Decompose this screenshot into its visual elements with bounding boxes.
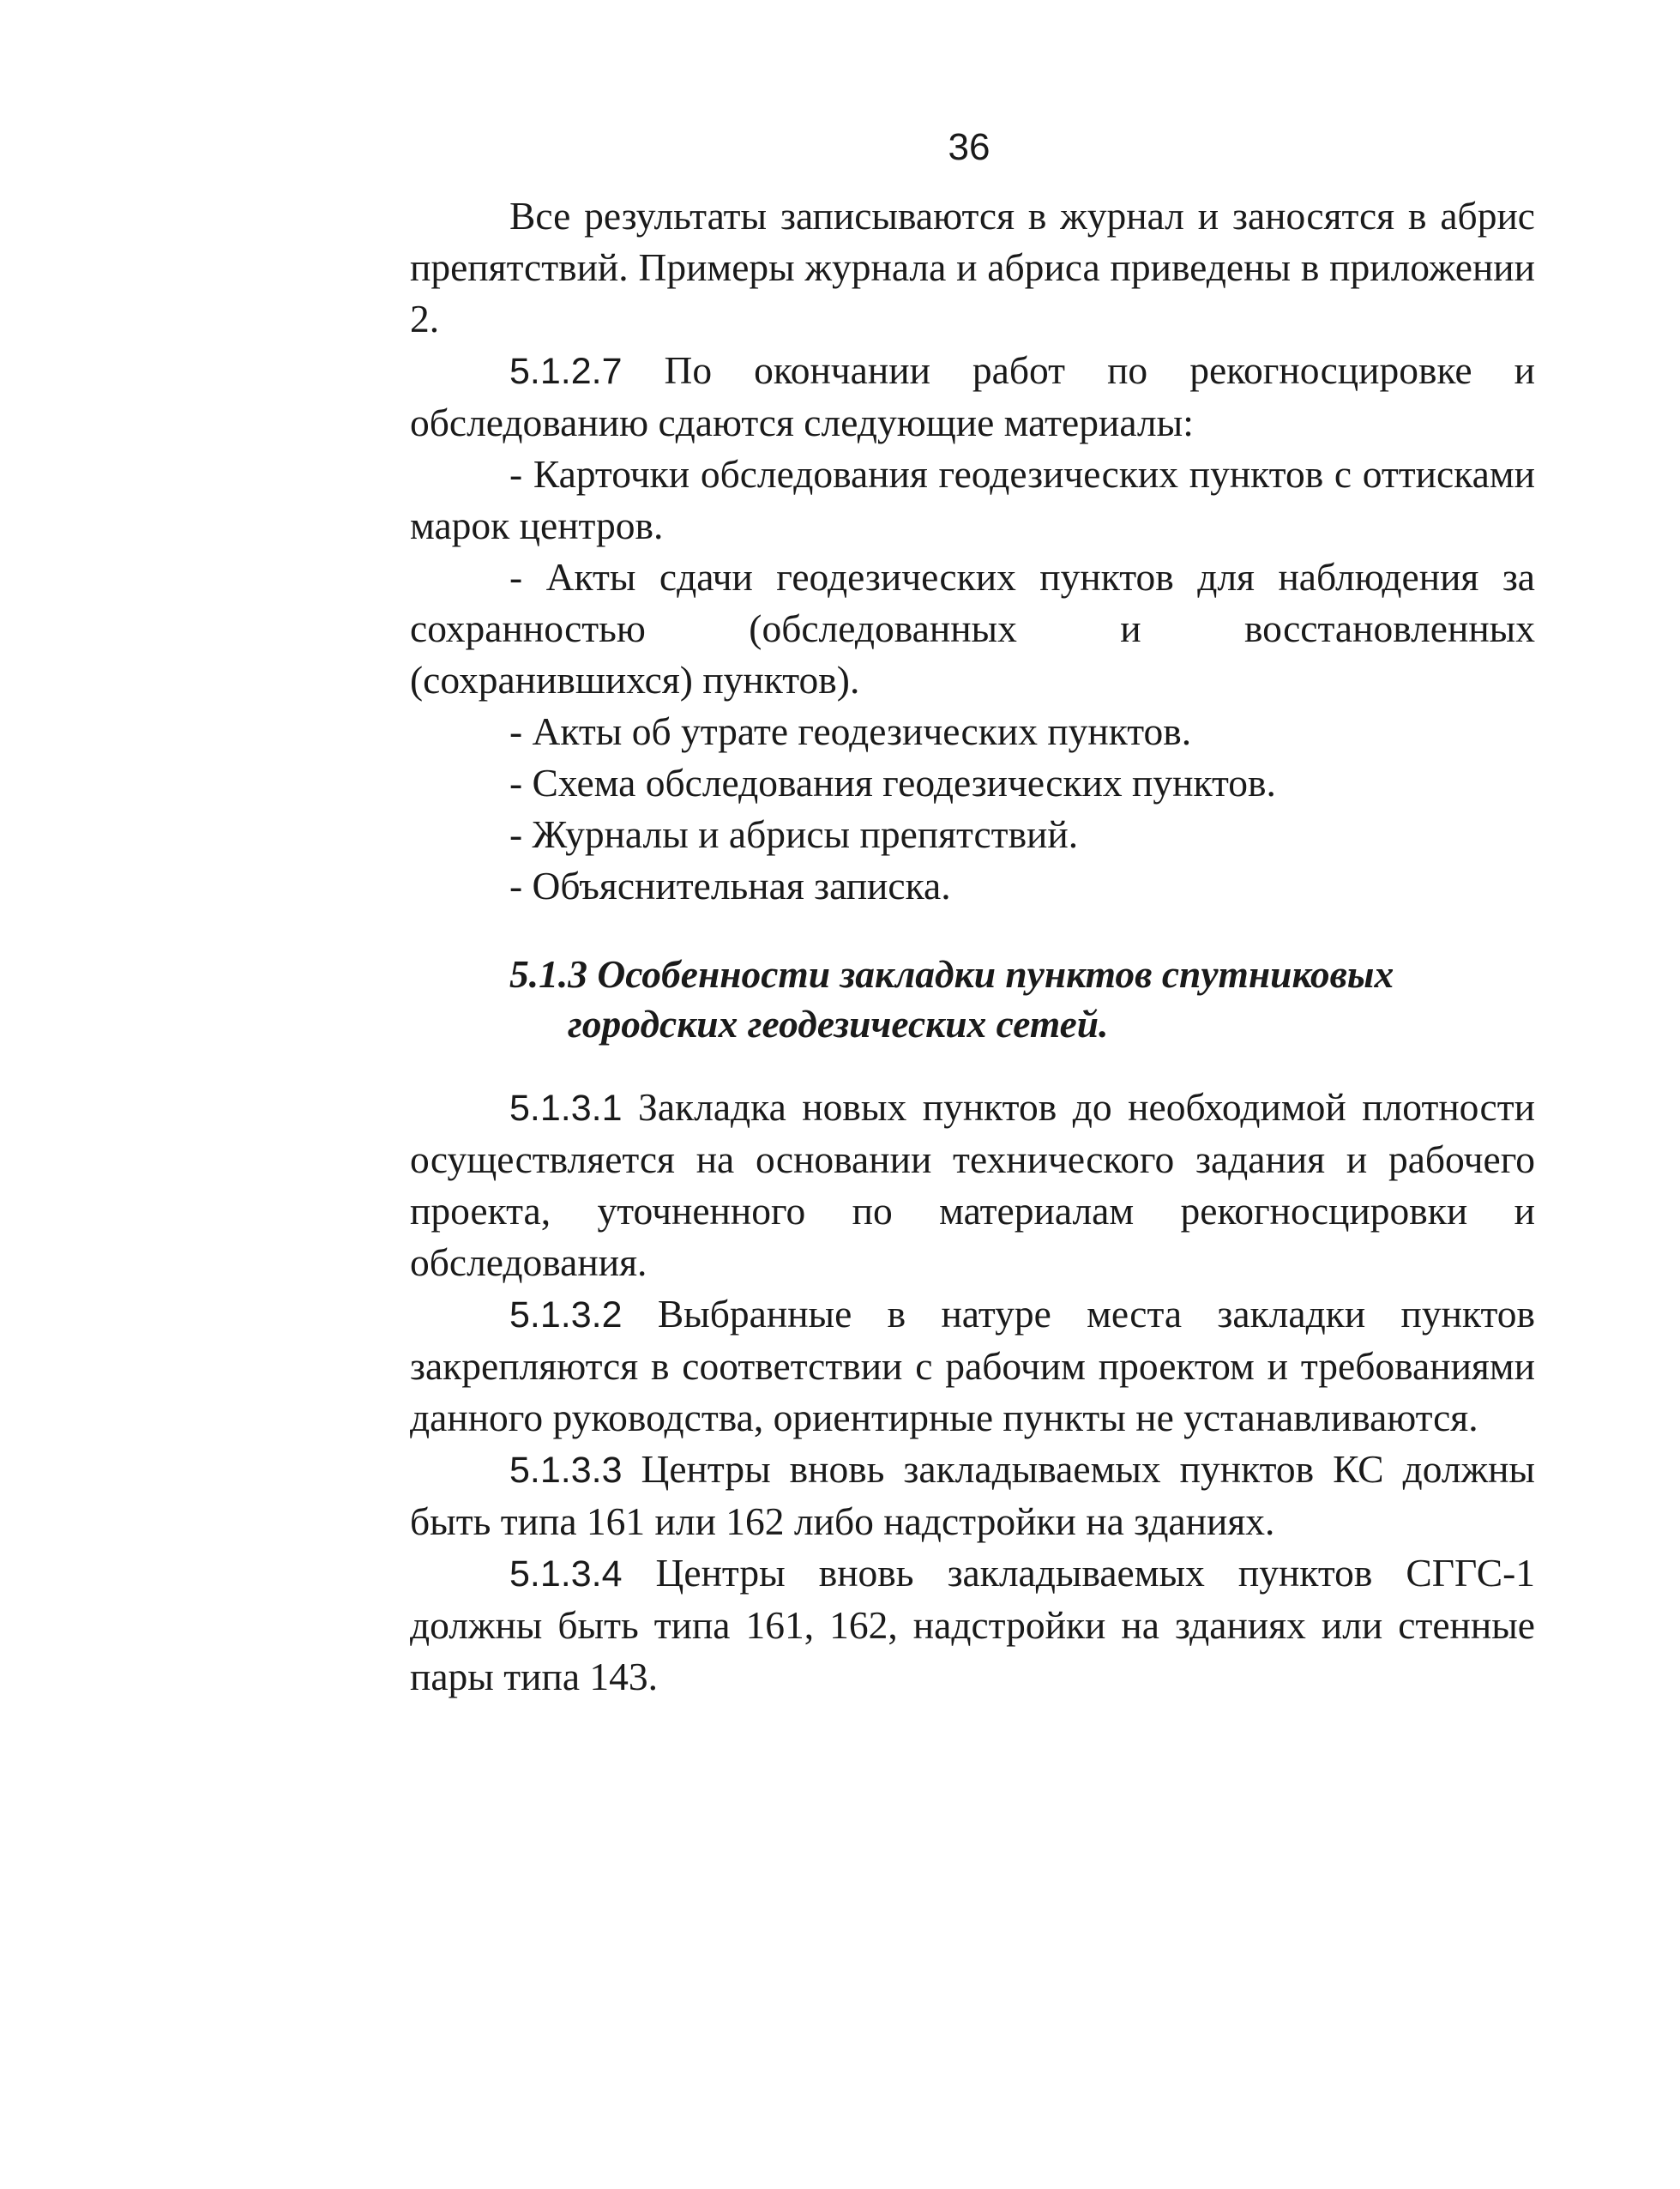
- list-item: - Схема обследования геодезических пунктов.: [509, 761, 1276, 805]
- list-item: - Акты сдачи геодезических пунктов для наблюдения за сохранностью (обследованных и восстановленных (сохранившихся) пунктов).: [410, 555, 1535, 702]
- section-heading: [509, 950, 1535, 1049]
- section-heading-line-2: городских геодезических сетей.: [568, 1002, 1109, 1046]
- list-item: - Карточки обследования геодезических пунктов с оттисками марок центров.: [410, 452, 1535, 547]
- clause-number: 5.1.2.7: [509, 351, 623, 392]
- intro-paragraph: Все результаты записываются в журнал и заносятся в абрис препятствий. Примеры журнала и абриса приведены в приложении 2.: [410, 194, 1535, 341]
- clause-number: 5.1.3.1: [509, 1088, 623, 1129]
- clause-number: 5.1.3.3: [509, 1450, 623, 1491]
- clause-5-1-3-4: [410, 1547, 1535, 1703]
- clause-text: Закладка новых пунктов до необходимой плотности осуществляется на основании технического задания и рабочего проекта, уточненного по материалам рекогносцировки и обследования.: [410, 1085, 1535, 1284]
- clause-number: 5.1.3.4: [509, 1553, 623, 1595]
- clause-5-1-3-3: [410, 1444, 1535, 1547]
- list-item: - Акты об утрате геодезических пунктов.: [509, 709, 1192, 753]
- clause-text: Центры вновь закладываемых пунктов КС должны быть типа 161 или 162 либо надстройки на зданиях.: [410, 1447, 1535, 1543]
- page-number: 36: [948, 126, 991, 168]
- clause-5-1-3-1: [410, 1082, 1535, 1288]
- clause-number: 5.1.3.2: [509, 1294, 623, 1336]
- section-heading-line-1: 5.1.3 Особенности закладки пунктов спутниковых: [509, 952, 1394, 996]
- list-item: - Объяснительная записка.: [509, 864, 951, 908]
- list-item: - Журналы и абрисы препятствий.: [509, 812, 1079, 856]
- clause-text: Выбранные в натуре места закладки пунктов закрепляются в соответствии с рабочим проектом и требованиями данного руководства, ориентирные пункты не устанавливаются.: [410, 1292, 1535, 1439]
- clause-5-1-2-7: [410, 345, 1535, 449]
- clause-5-1-3-2: [410, 1288, 1535, 1444]
- clause-text: Центры вновь закладываемых пунктов СГГС-1 должны быть типа 161, 162, надстройки на зданиях или стенные пары типа 143.: [410, 1551, 1535, 1698]
- body-text: [410, 190, 1535, 1703]
- clause-text: По окончании работ по рекогносцировке и обследованию сдаются следующие материалы:: [410, 348, 1535, 444]
